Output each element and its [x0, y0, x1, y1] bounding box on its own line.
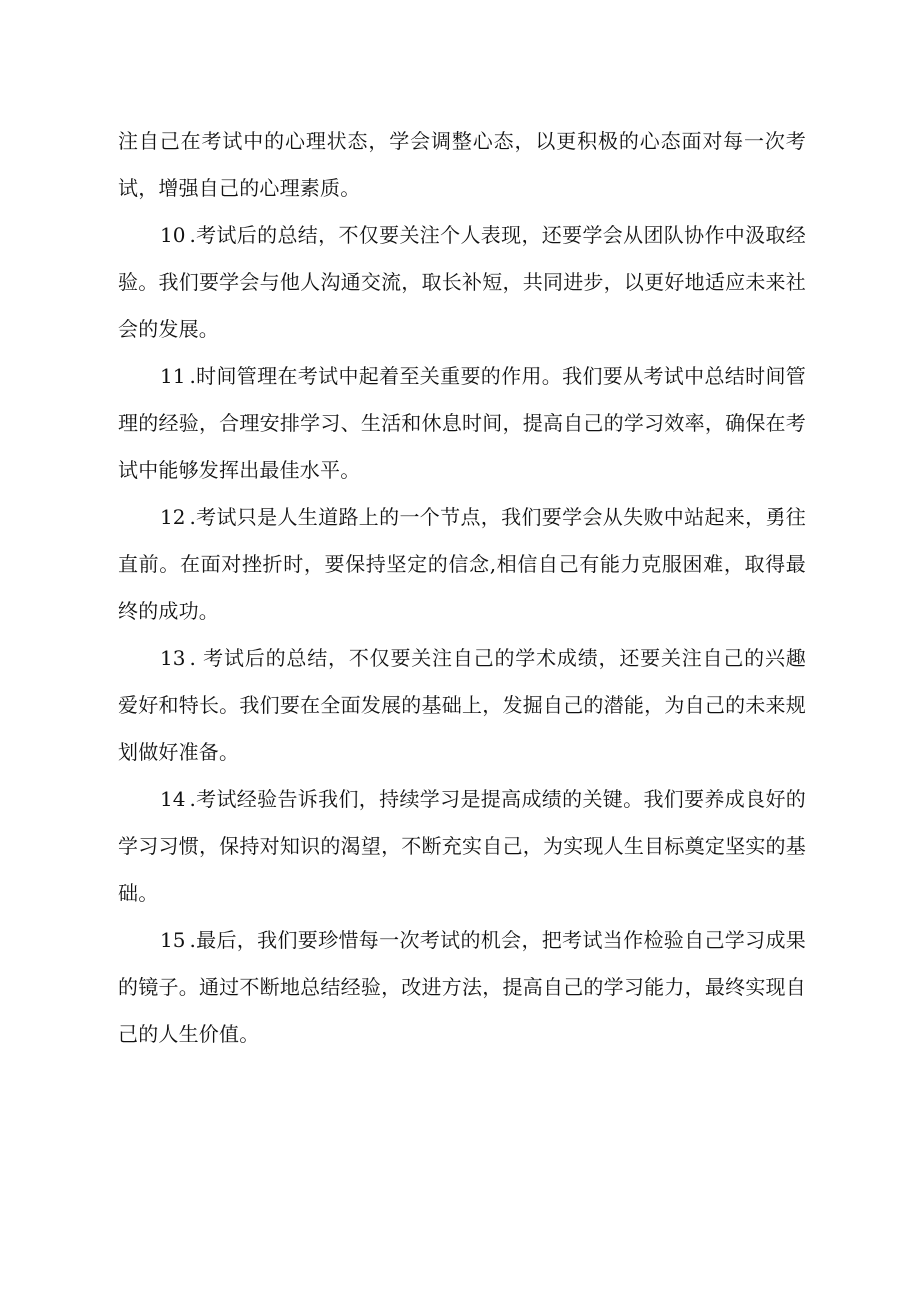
- paragraph-11: [118, 353, 806, 494]
- paragraph-10: [118, 212, 806, 353]
- paragraph-number: 10: [160, 223, 186, 247]
- paragraph-15: [118, 917, 806, 1058]
- paragraph-number: 12: [160, 505, 186, 529]
- paragraph-text: 注自己在考试中的心理状态，学会调整心态，以更积极的心态面对每一次考试，增强自己的心理素质。: [118, 129, 806, 200]
- paragraph-text: .考试只是人生道路上的一个节点，我们要学会从失败中站起来，勇往直前。在面对挫折时，要保持坚定的信念,相信自己有能力克服困难，取得最终的成功。: [118, 505, 806, 623]
- paragraph-number: 13: [160, 646, 186, 670]
- paragraph-13: [118, 635, 806, 776]
- paragraph-text: . 考试后的总结，不仅要关注自己的学术成绩，还要关注自己的兴趣爱好和特长。我们要在全面发展的基础上，发掘自己的潜能，为自己的未来规划做好准备。: [118, 646, 806, 764]
- paragraph-text: .考试经验告诉我们，持续学习是提高成绩的关键。我们要养成良好的学习习惯，保持对知识的渴望，不断充实自己，为实现人生目标奠定坚实的基础。: [118, 787, 806, 905]
- paragraph-14: [118, 776, 806, 917]
- paragraph-text: .时间管理在考试中起着至关重要的作用。我们要从考试中总结时间管理的经验，合理安排学习、生活和休息时间，提高自己的学习效率，确保在考试中能够发挥出最佳水平。: [118, 364, 806, 482]
- paragraph-text: .考试后的总结，不仅要关注个人表现，还要学会从团队协作中汲取经验。我们要学会与他人沟通交流，取长补短，共同进步，以更好地适应未来社会的发展。: [118, 223, 806, 341]
- paragraph-continued: [118, 118, 806, 212]
- document-body: [118, 118, 806, 1058]
- paragraph-number: 14: [160, 787, 186, 811]
- paragraph-number: 15: [160, 928, 186, 952]
- paragraph-12: [118, 494, 806, 635]
- paragraph-text: .最后，我们要珍惜每一次考试的机会，把考试当作检验自己学习成果的镜子。通过不断地总结经验，改进方法，提高自己的学习能力，最终实现自己的人生价值。: [118, 928, 806, 1046]
- paragraph-number: 11: [160, 364, 186, 388]
